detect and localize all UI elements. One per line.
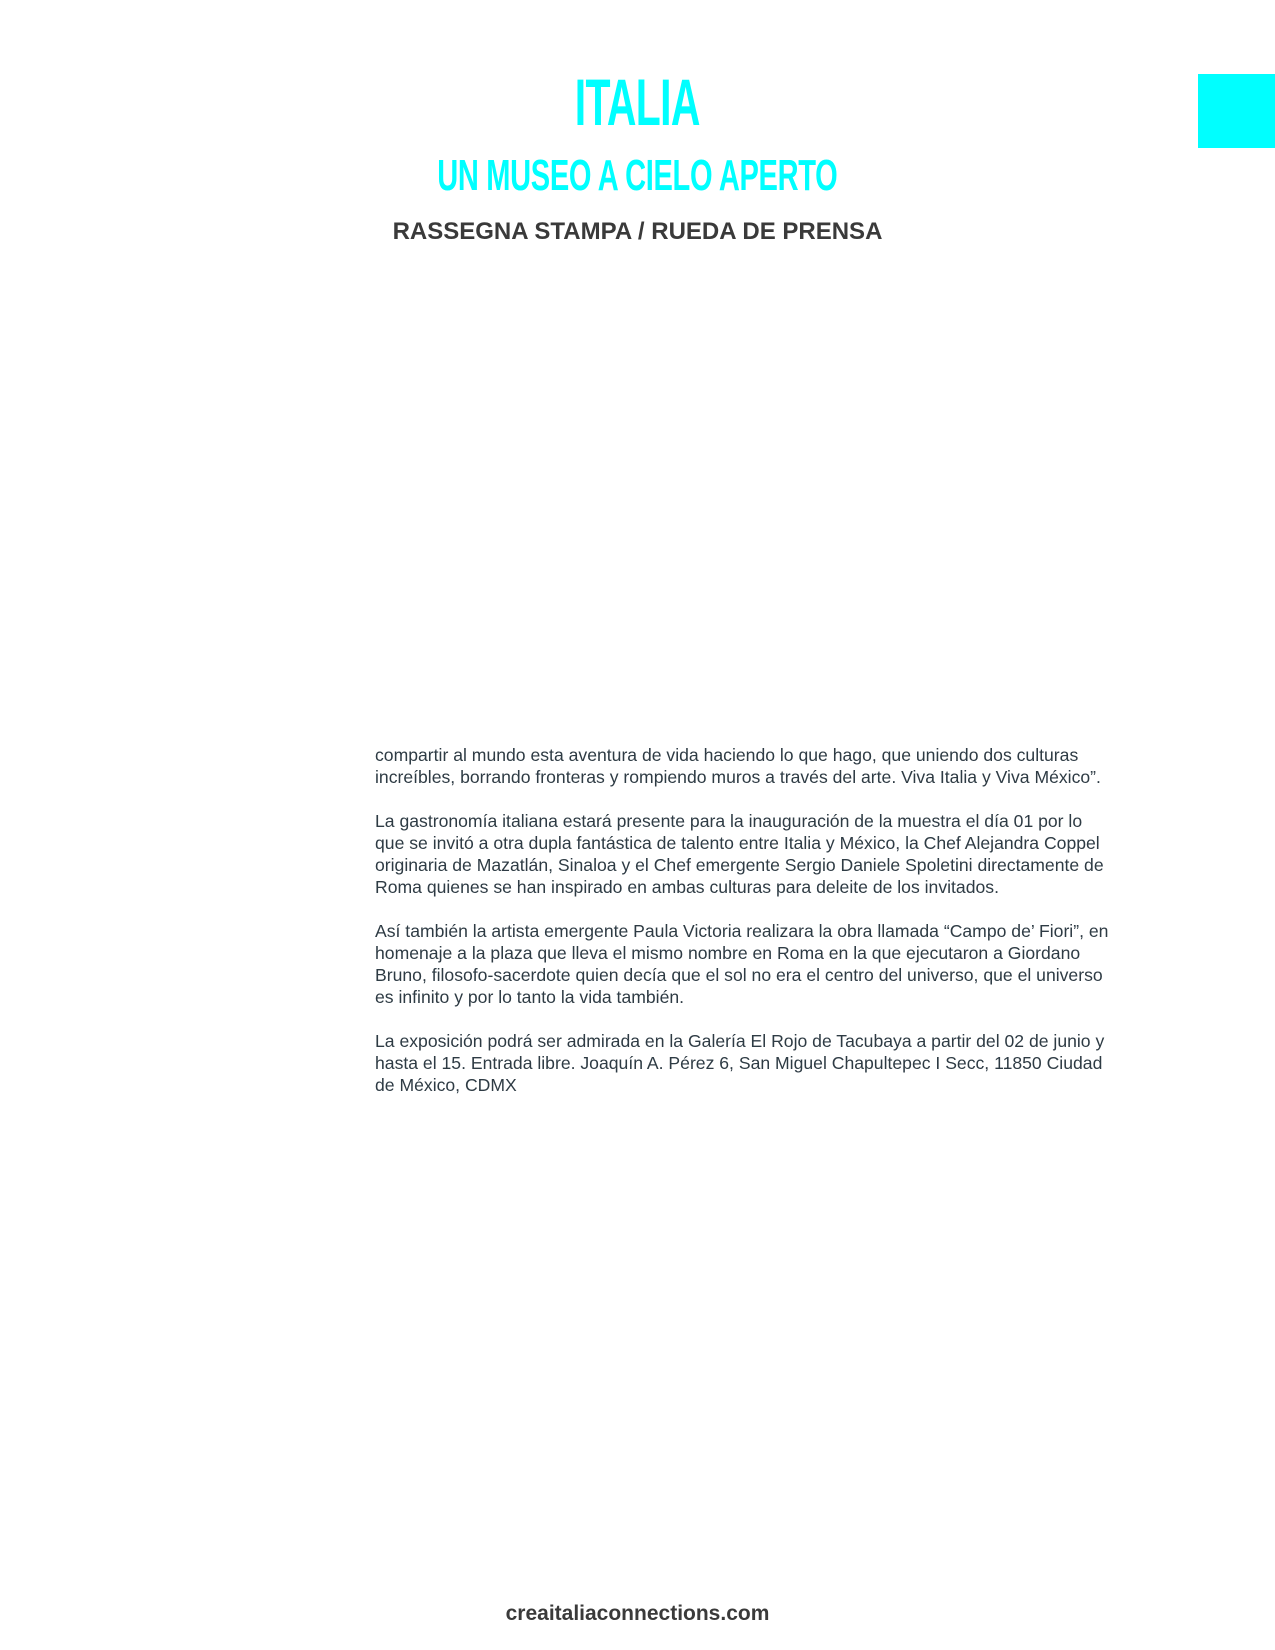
corner-accent-tab xyxy=(1198,74,1275,148)
article-body xyxy=(375,744,1145,1118)
section-label: RASSEGNA STAMPA / RUEDA DE PRENSA xyxy=(392,218,883,245)
article-paragraph: compartir al mundo esta aventura de vida haciendo lo que hago, que uniendo dos culturas increíbles, borrando fronteras y rompiendo muros a través del arte. Viva Italia y Viva México”. xyxy=(375,745,1101,787)
article-paragraph: La exposición podrá ser admirada en la Galería El Rojo de Tacubaya a partir del 02 de junio y hasta el 15. Entrada libre. Joaquín A. Pérez 6, San Miguel Chapultepec I Secc, 11850 Ciudad de México, CDMX xyxy=(375,1031,1105,1095)
footer-website-link[interactable]: creaitaliaconnections.com xyxy=(505,1602,770,1625)
page-title: ITALIA xyxy=(574,65,700,139)
article-paragraph: Así también la artista emergente Paula Victoria realizara la obra llamada “Campo de’ Fiori”, en homenaje a la plaza que lleva el mismo nombre en Roma en la que ejecutaron a Giordano Bruno, filosofo-sacerdote quien decía que el sol no era el centro del universo, que el universo es infinito y por lo tanto la vida también. xyxy=(375,921,1109,1007)
page-subtitle: UN MUSEO A CIELO APERTO xyxy=(437,151,838,200)
article-paragraph: La gastronomía italiana estará presente para la inauguración de la muestra el día 01 por lo que se invitó a otra dupla fantástica de talento entre Italia y México, la Chef Alejandra Coppel originaria de Mazatlán, Sinaloa y el Chef emergente Sergio Daniele Spoletini directamente de Roma quienes se han inspirado en ambas culturas para deleite de los invitados. xyxy=(375,811,1104,897)
